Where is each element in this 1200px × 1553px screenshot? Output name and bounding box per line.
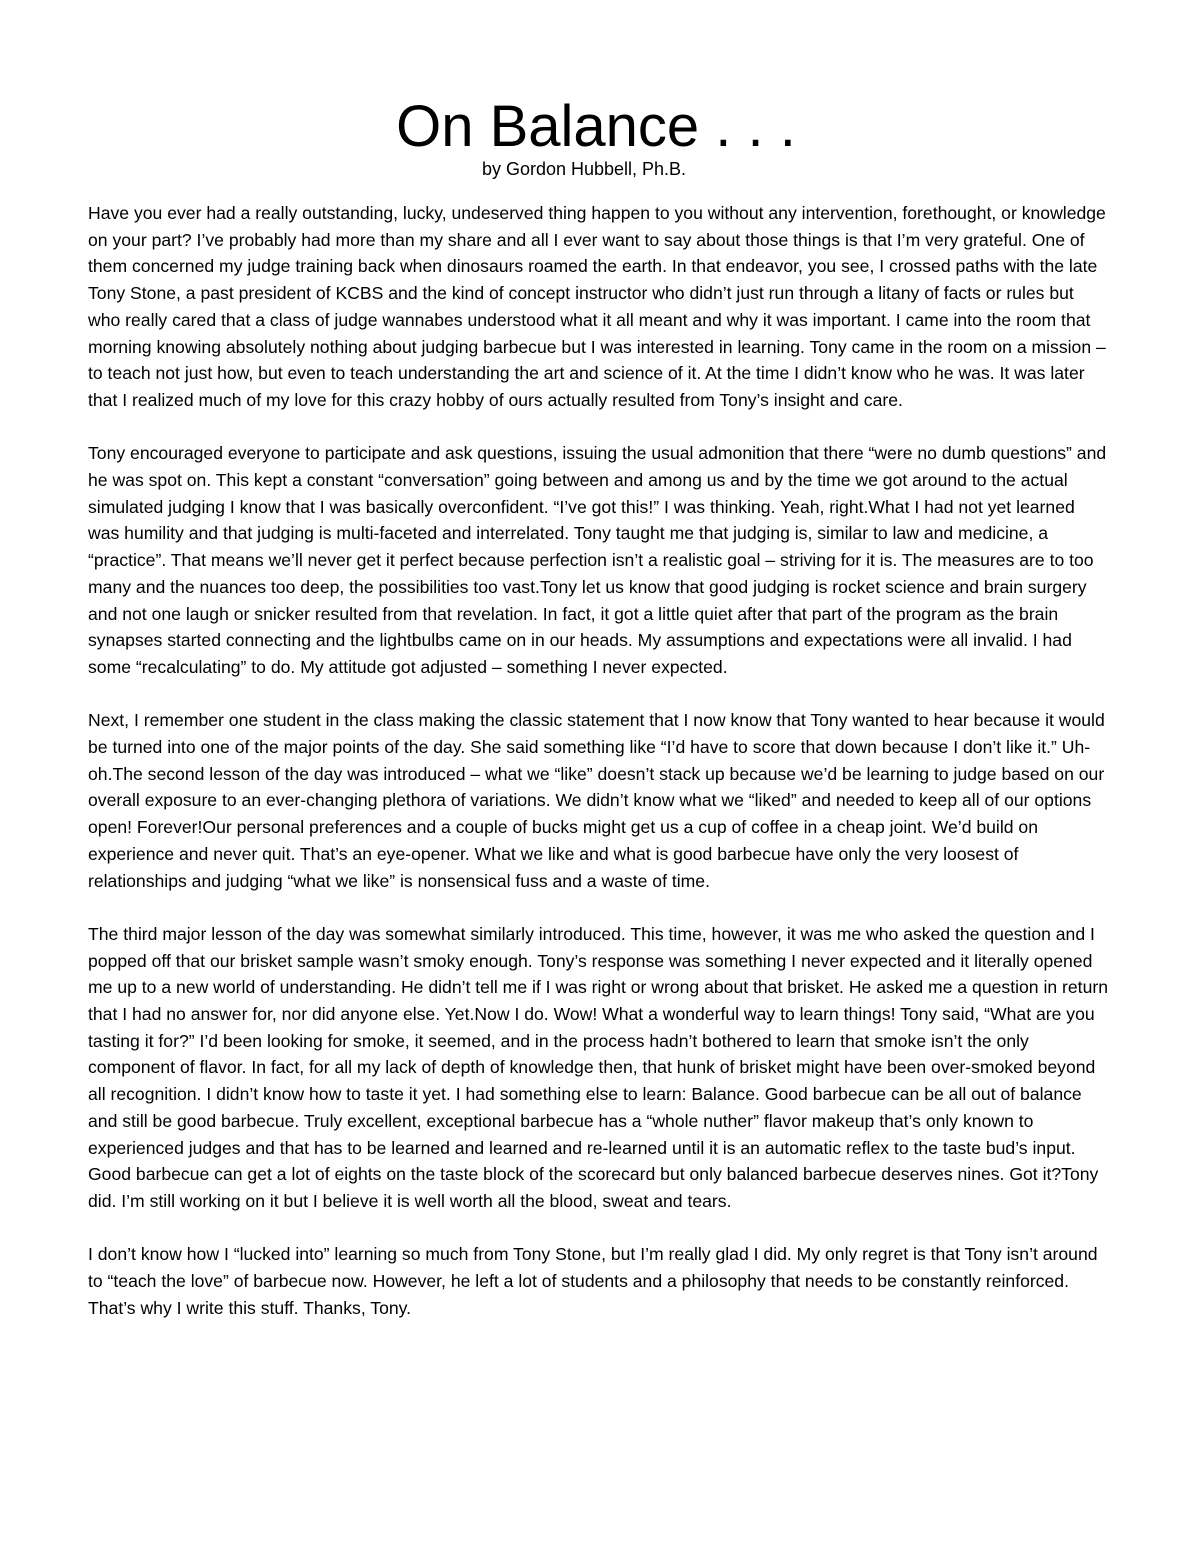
paragraph-1: Have you ever had a really outstanding, lucky, undeserved thing happen to you without any intervention, forethought, or knowledge on your part? I’ve probably had more than my share and all I ever want to say about those things is that I’m very grateful. One of them concerned my judge training back when dinosaurs roamed the earth. In that endeavor, you see, I crossed paths with the late Tony Stone, a past president of KCBS and the kind of concept instructor who didn’t just run through a litany of facts or rules but who really cared that a class of judge wannabes understood what it all meant and why it was important. I came into the room that morning knowing absolutely nothing about judging barbecue but I was interested in learning. Tony came in the room on a mission – to teach not just how, but even to teach understanding the art and science of it. At the time I didn’t know who he was. It was later that I realized much of my love for this crazy hobby of ours actually resulted from Tony’s insight and care. [88,203,1106,410]
author-byline: by Gordon Hubbell, Ph.B. [481,159,687,179]
paragraph-2: Tony encouraged everyone to participate and ask questions, issuing the usual admonition that there “were no dumb questions” and he was spot on. This kept a constant “conversation” going between and among us and by the time we got around to the actual simulated judging I know that I was basically overconfident. “I’ve got this!” I was thinking. Yeah, right.What I had not yet learned was humility and that judging is multi-faceted and interrelated. Tony taught me that judging is, similar to law and medicine, a “practice”. That means we’ll never get it perfect because perfection isn’t a realistic goal – striving for it is. The measures are to too many and the nuances too deep, the possibilities too vast.Tony let us know that good judging is rocket science and brain surgery and not one laugh or snicker resulted from that revelation. In fact, it got a little quiet after that part of the program as the brain synapses started connecting and the lightbulbs came on in our heads. My assumptions and expectations were all invalid. I had some “recalculating” to do. My attitude got adjusted – something I never expected. [88,443,1107,677]
paragraph-3: Next, I remember one student in the class making the classic statement that I now know that Tony wanted to hear because it would be turned into one of the major points of the day. She said something like “I’d have to score that down because I don’t like it.” Uh-oh.The second lesson of the day was introduced – what we “like” doesn’t stack up because we’d be learning to judge based on our overall exposure to an ever-changing plethora of variations. We didn’t know what we “liked” and needed to keep all of our options open! Forever!Our personal preferences and a couple of bucks might get us a cup of coffee in a cheap joint. We’d build on experience and never quit. That’s an eye-opener. What we like and what is good barbecue have only the very loosest of relationships and judging “what we like” is nonsensical fuss and a waste of time. [88,710,1105,891]
paragraph-4: The third major lesson of the day was somewhat similarly introduced. This time, however, it was me who asked the question and I popped off that our brisket sample wasn’t smoky enough. Tony’s response was something I never expected and it literally opened me up to a new world of understanding. He didn’t tell me if I was right or wrong about that brisket. He asked me a question in return that I had no answer for, nor did anyone else. Yet.Now I do. Wow! What a wonderful way to learn things! Tony said, “What are you tasting it for?” I’d been looking for smoke, it seemed, and in the process hadn’t bothered to learn that smoke isn’t the only component of flavor. In fact, for all my lack of depth of knowledge then, that hunk of brisket might have been over-smoked beyond all recognition. I didn’t know how to taste it yet. I had something else to learn: Balance. Good barbecue can be all out of balance and still be good barbecue. Truly excellent, exceptional barbecue has a “whole nuther” flavor makeup that’s only known to experienced judges and that has to be learned and learned and re-learned until it is an automatic reflex to the taste bud’s input. Good barbecue can get a lot of eights on the taste block of the scorecard but only balanced barbecue deserves nines. Got it?Tony did. I’m still working on it but I believe it is well worth all the blood, sweat and tears. [88,923,1108,1211]
document-title: On Balance . . . [396,94,796,159]
paragraph-5: I don’t know how I “lucked into” learning so much from Tony Stone, but I’m really glad I did. My only regret is that Tony isn’t around to “teach the love” of barbecue now. However, he left a lot of students and a philosophy that needs to be constantly reinforced. That’s why I write this stuff. Thanks, Tony. [88,1244,1098,1318]
article-body [88,200,1108,1348]
